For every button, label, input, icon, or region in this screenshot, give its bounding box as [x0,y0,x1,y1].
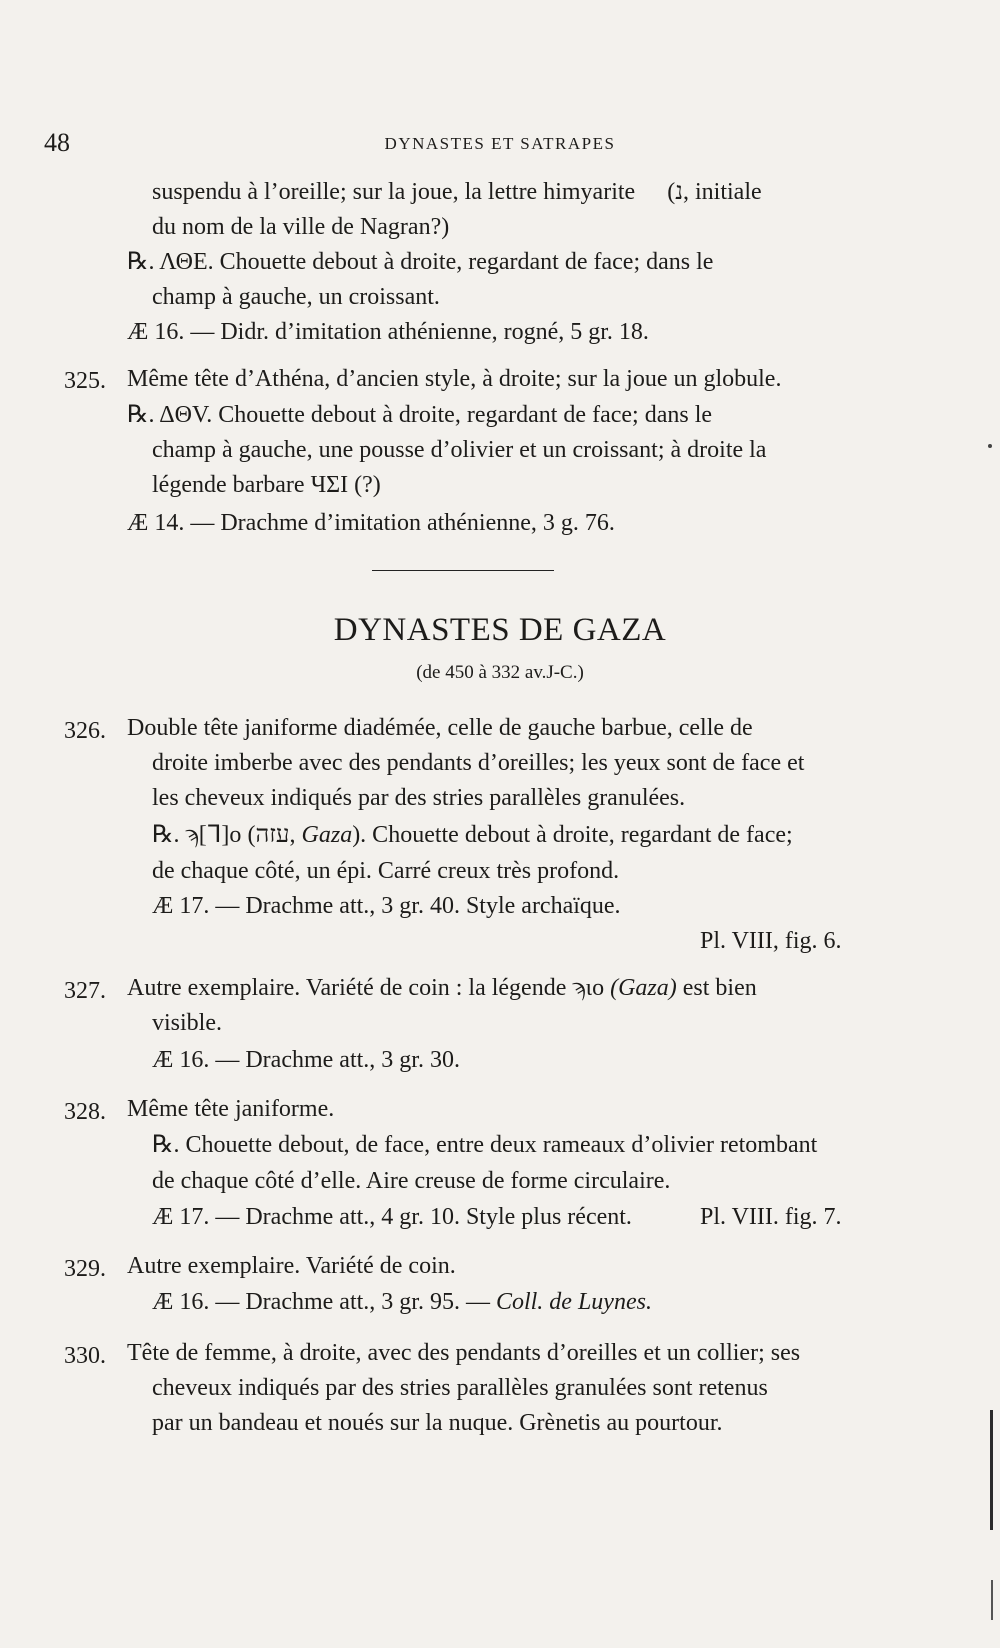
gaza-italic: (Gaza) [610,975,677,1001]
entry-326-text-4: ). Chouette debout à droite, regardant de face; [352,822,793,848]
entry-325-line-5 [127,508,615,538]
entry-329-line-2 [152,1287,652,1317]
coin-legend: ϡ[ᒣ]o [185,822,242,848]
coin-legend: ΔΘV. [159,402,213,428]
reverse-label: ℞. [127,249,155,275]
reverse-label: ℞. [152,1132,180,1158]
entry-326-text-6: 17. — Drachme att., 3 gr. 40. Style archaïque. [179,893,621,919]
paren-open: ( [247,822,256,848]
metal-symbol: Æ [127,319,149,345]
section-subtitle: (de 450 à 332 av.J-C.) [416,662,584,683]
metal-symbol: Æ [152,1047,174,1073]
entry-326-line-5: de chaque côté, un épi. Carré creux très profond. [152,858,620,884]
reverse-label: ℞. [127,402,155,428]
reverse-label: ℞. [152,822,180,848]
entry-number-326: 326. [64,718,106,744]
collection-name: Coll. de Luynes. [495,1289,652,1315]
entry-327-text-1a: Autre exemplaire. Variété de coin : la légende [127,975,567,1001]
entry-325-text-2: Chouette debout à droite, regardant de face; dans le [218,402,713,428]
entry-326-line-2: droite imberbe avec des pendants d’oreilles; les yeux sont de face et [152,750,805,776]
page-number: 48 [44,128,70,157]
section-title: DYNASTES DE GAZA [333,612,667,648]
separator: , [289,822,296,848]
entry-328-line-4 [152,1202,632,1232]
metal-symbol: Æ [152,1204,174,1230]
entry-326-line-3: les cheveux indiqués par des stries parallèles granulées. [152,785,686,811]
coin-legend: ΛΘΕ. [159,249,214,275]
entry-number-330: 330. [64,1343,106,1369]
gaza-italic: Gaza [301,822,353,848]
entry-325-line-4: légende barbare ЧΣI (?) [152,472,381,498]
entry-329-line-1: Autre exemplaire. Variété de coin. [127,1253,456,1279]
entry-329-text-2: 16. — Drachme att., 3 gr. 95. — [179,1289,490,1315]
entry-325-text-5: 14. — Drachme d’imitation athénienne, 3 g. 76. [154,510,615,536]
entry-number-328: 328. [64,1099,106,1125]
page-edge-mark-lower [991,1580,993,1620]
entry-328-line-3: de chaque côté d’elle. Aire creuse de forme circulaire. [152,1168,671,1194]
entry-328-text-2: Chouette debout, de face, entre deux rameaux d’olivier retombant [185,1132,818,1158]
plate-reference: Pl. VIII, fig. 6. [700,928,842,954]
metal-symbol: Æ [127,510,149,536]
entry-326-line-1: Double tête janiforme diadémée, celle de gauche barbue, celle de [127,715,753,741]
intro-line-1 [152,177,762,207]
entry-327-text-3: 16. — Drachme att., 3 gr. 30. [179,1047,460,1073]
entry-number-327: 327. [64,978,106,1004]
intro-text-5: 16. — Didr. d’imitation athénienne, rogné, 5 gr. 18. [154,319,649,345]
intro-text-3: Chouette debout à droite, regardant de face; dans le [219,249,714,275]
entry-330-line-3: par un bandeau et noués sur la nuque. Grènetis au pourtour. [152,1410,723,1436]
entry-330-line-2: cheveux indiqués par des stries parallèles granulées sont retenus [152,1375,768,1401]
entry-330-line-1: Tête de femme, à droite, avec des pendants d’oreilles et un collier; ses [127,1340,801,1366]
intro-line-2: du nom de la ville de Nagran?) [152,214,450,240]
entry-326-line-4 [152,820,793,850]
entry-number-329: 329. [64,1256,106,1282]
section-divider [372,570,554,571]
entry-326-line-6 [152,891,621,921]
entry-number-325: 325. [64,368,106,394]
entry-325-line-3: champ à gauche, une pousse d’olivier et un croissant; à droite la [152,437,767,463]
metal-symbol: Æ [152,893,174,919]
entry-327-line-3 [152,1045,460,1075]
intro-text-1: suspendu à l’oreille; sur la joue, la lettre himyarite [152,179,636,205]
entry-327-line-2: visible. [152,1010,222,1036]
intro-line-3 [127,247,713,277]
intro-text-1b: (נ, initiale [667,179,762,205]
page-header [0,128,1000,168]
hebrew-legend: עזה [255,822,290,848]
intro-line-5 [127,317,649,347]
entry-325-line-2 [127,400,712,430]
entry-328-text-4: 17. — Drachme att., 4 gr. 10. Style plus récent. [179,1204,632,1230]
entry-328-line-1: Même tête janiforme. [127,1096,335,1122]
entry-328-line-2 [152,1130,817,1160]
paper-speck [988,444,992,448]
entry-327-line-1 [127,973,757,1003]
entry-327-text-1b: est bien [682,975,757,1001]
plate-reference: Pl. VIII. fig. 7. [700,1204,842,1230]
entry-325-line-1: Même tête d’Athéna, d’ancien style, à droite; sur la joue un globule. [127,366,782,392]
coin-legend: ϡɩo [572,975,605,1001]
metal-symbol: Æ [152,1289,174,1315]
page-edge-mark [990,1410,993,1530]
running-title: DYNASTES ET SATRAPES [384,134,616,153]
intro-line-4: champ à gauche, un croissant. [152,284,440,310]
